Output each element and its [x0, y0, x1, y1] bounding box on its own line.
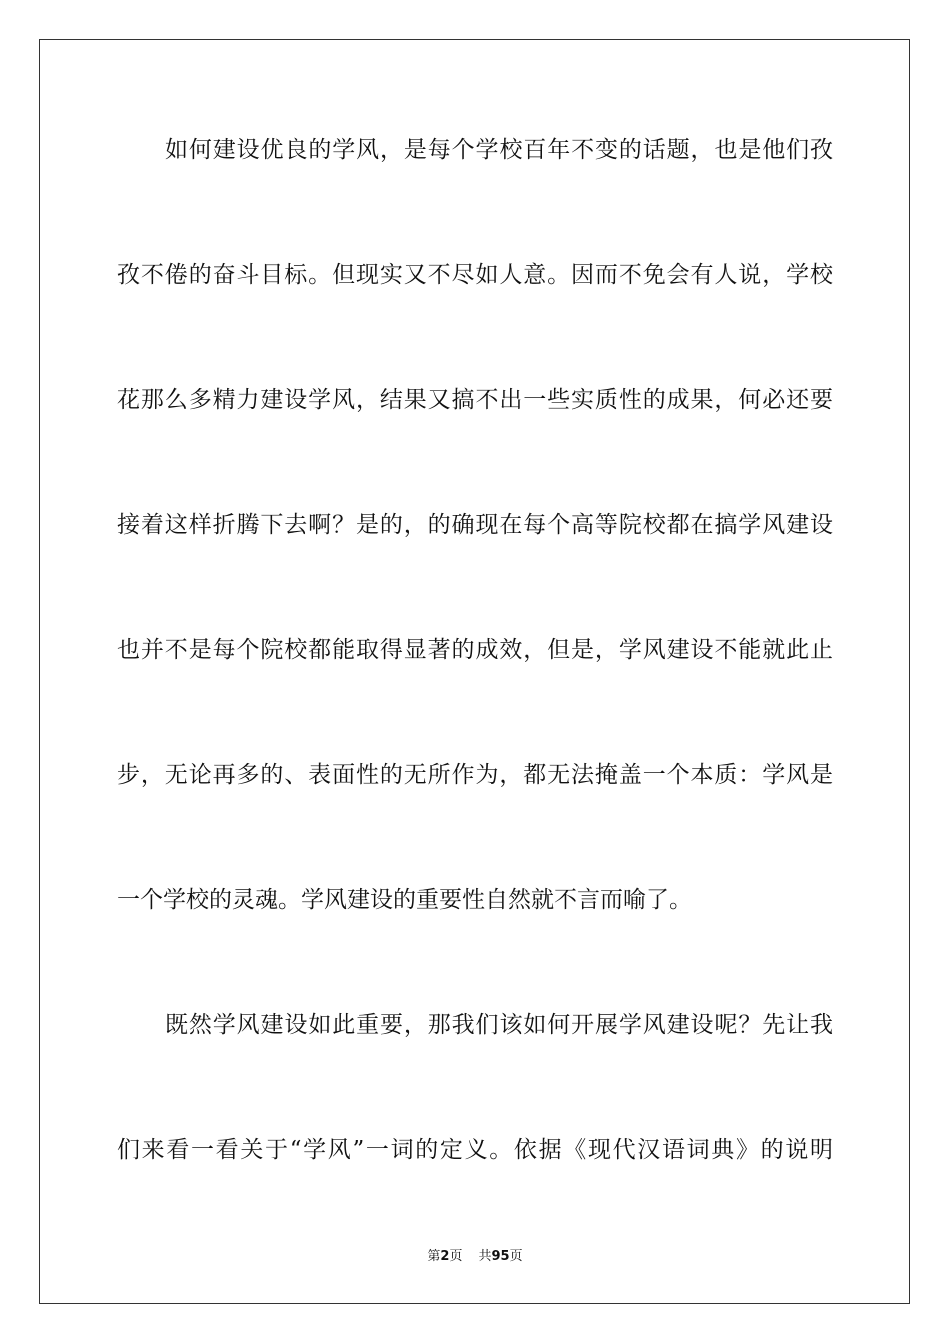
page-footer [0, 1245, 950, 1264]
page-border [39, 39, 910, 1304]
body-line-5: 也并不是每个院校都能取得显著的成效，但是，学风建设不能就此止 [117, 637, 833, 663]
total-suffix: 页 [509, 1249, 523, 1264]
page-suffix: 页 [449, 1249, 463, 1264]
body-line-4: 接着这样折腾下去啊？是的，的确现在每个高等院校都在搞学风建设 [117, 512, 833, 538]
body-line-9: 们来看一看关于“学风”一词的定义。依据《现代汉语词典》的说明 [117, 1137, 833, 1163]
body-line-8: 既然学风建设如此重要，那我们该如何开展学风建设呢？先让我 [165, 1012, 833, 1038]
body-line-3: 花那么多精力建设学风，结果又搞不出一些实质性的成果，何必还要 [117, 387, 833, 413]
body-line-2: 孜不倦的奋斗目标。但现实又不尽如人意。因而不免会有人说，学校 [117, 262, 833, 288]
body-line-6: 步，无论再多的、表面性的无所作为，都无法掩盖一个本质：学风是 [117, 762, 833, 788]
page-prefix: 第 [427, 1249, 441, 1264]
page-number: 2 [440, 1249, 450, 1264]
body-line-1: 如何建设优良的学风，是每个学校百年不变的话题，也是他们孜 [165, 137, 833, 163]
total-prefix: 共 [478, 1249, 492, 1264]
total-pages: 95 [491, 1249, 510, 1264]
body-line-7: 一个学校的灵魂。学风建设的重要性自然就不言而喻了。 [117, 887, 692, 913]
